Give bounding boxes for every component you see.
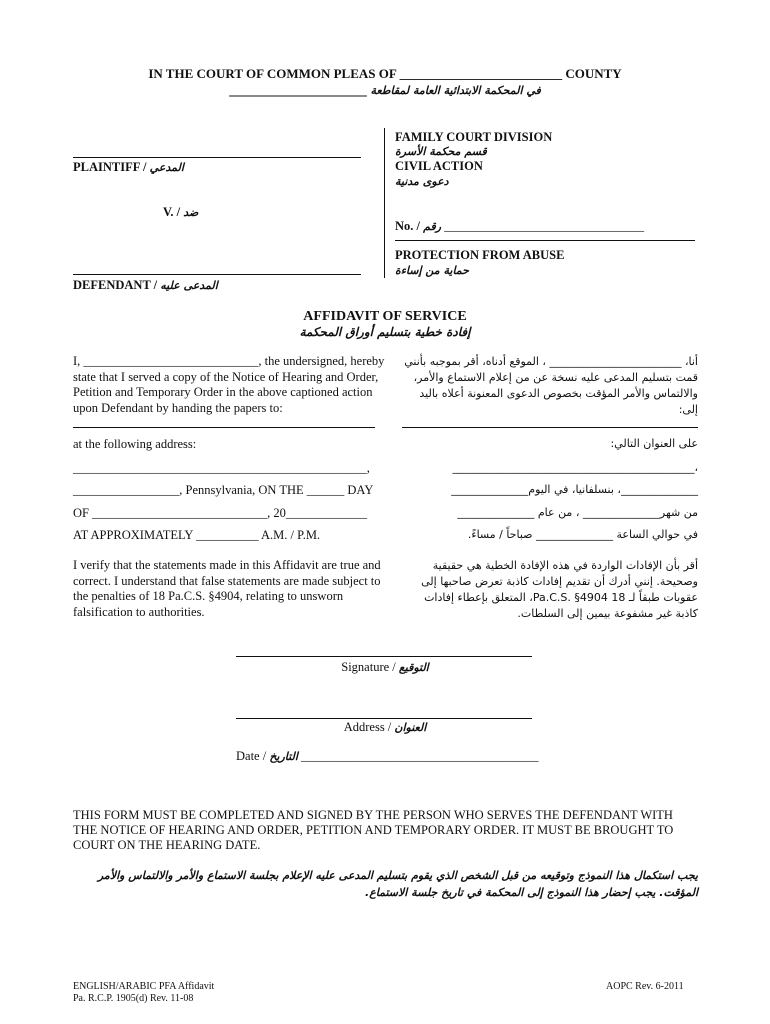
date-place-line[interactable]: _________________, Pennsylvania, ON THE ______ DAY xyxy=(73,483,374,497)
signature-label-ar: التوقيع xyxy=(398,661,429,674)
footer-form-name: ENGLISH/ARABIC PFA Affidavit xyxy=(73,981,215,992)
case-number-ar: رقم xyxy=(423,220,442,233)
court-line-ar: في المحكمة الابتدائية العامة لمقاطعة _________________________ xyxy=(229,84,541,97)
case-number-field[interactable]: ________________________________ xyxy=(444,219,645,233)
date-sig-label-ar: التاريخ xyxy=(269,750,298,763)
notice-ar: يجب استكمال هذا النموذج وتوقيعه من قبل الشخص الذي يقوم بتسليم المدعى عليه الإعلام بجلسة الاستماع والأمر والالتماس والأمر المؤقت. يجب إحضار هذا النموذج إلى المحكمة في تاريخ جلسة الاستماع. xyxy=(97,869,698,899)
address-field-ar[interactable]: ،____________________________________________ xyxy=(452,461,698,474)
statement-en: I, ____________________________, the undersigned, hereby state that I served a copy of the Notice of Hearing and Order, Petition and Temporary Order in the above captioned action upon Defendant by handing the papers to: xyxy=(73,354,385,415)
plaintiff-line[interactable] xyxy=(73,157,361,158)
pfa-label-ar: حماية من إساءة xyxy=(395,264,469,277)
address-sig-label-ar: العنوان xyxy=(394,721,427,734)
affidavit-title-ar: إفادة خطية بتسليم أوراق المحكمة xyxy=(299,325,471,339)
civil-action: CIVIL ACTION xyxy=(395,159,483,173)
civil-action-ar: دعوى مدنية xyxy=(395,175,449,188)
case-number: No. / رقم ________________________________ xyxy=(395,219,645,233)
versus-label: V. / ضد xyxy=(163,205,199,219)
address-label-ar: على العنوان التالي: xyxy=(610,437,698,450)
date-sig: Date / التاريخ ______________________________________ xyxy=(236,749,539,763)
time-line-ar[interactable]: في حوالي الساعة ______________ صباحاً / مساءً. xyxy=(467,528,698,541)
month-year-line[interactable]: OF ____________________________, 20_____________ xyxy=(73,506,368,520)
pfa-label: PROTECTION FROM ABUSE xyxy=(395,248,565,262)
defendant-label: DEFENDANT / المدعى عليه xyxy=(73,278,218,292)
month-year-line-ar[interactable]: من شهر______________ ، من عام ______________ xyxy=(457,506,698,519)
address-label: at the following address: xyxy=(73,437,197,451)
footer-rule-ref: Pa. R.C.P. 1905(d) Rev. 11-08 xyxy=(73,993,194,1004)
signature-line[interactable] xyxy=(236,656,532,657)
statement-ar: أنا، ________________________ ، الموقع أدناه، أقر بموجبه بأنني قمت بتسليم المدعى عليه نسخة عن من إعلام الاستماع والأمر، والالتماس والأمر المؤقت بخصوص الدعوى المعنونة أعلاه باليد إلى: xyxy=(404,355,698,416)
time-line[interactable]: AT APPROXIMATELY __________ A.M. / P.M. xyxy=(73,528,321,542)
family-division-ar: قسم محكمة الأسرة xyxy=(395,145,487,158)
address-field[interactable]: _______________________________________________, xyxy=(73,461,370,475)
signature-label: Signature / التوقيع xyxy=(341,660,429,674)
caption-divider xyxy=(384,128,385,278)
served-person-line[interactable] xyxy=(73,427,375,428)
footer-revision: AOPC Rev. 6-2011 xyxy=(606,981,684,992)
date-sig-field[interactable]: ______________________________________ xyxy=(301,749,539,763)
court-line-en: IN THE COURT OF COMMON PLEAS OF _________________________ COUNTY xyxy=(148,66,622,81)
verification-ar: أقر بأن الإفادات الواردة في هذه الإفادة الخطية هي حقيقية وصحيحة. إنني أدرك أن تقديم إفادات كاذبة تعرض صاحبها إلى عقوبات طبقاً لـ 18 Pa.C.S. §4904، المتعلق بإعطاء إفادات كاذبة غير مشفوعة بيمين إلى السلطات. xyxy=(421,559,698,620)
address-sig-line[interactable] xyxy=(236,718,532,719)
served-person-line-ar[interactable] xyxy=(402,427,698,428)
verification-en: I verify that the statements made in this Affidavit are true and correct. I understand that false statements are made subject to the penalties of 18 Pa.C.S. §4904, relating to unsworn falsification to authorities. xyxy=(73,558,381,619)
address-sig-label: Address / العنوان xyxy=(343,720,427,734)
affidavit-title: AFFIDAVIT OF SERVICE xyxy=(303,309,467,324)
versus-label-ar: ضد xyxy=(183,206,199,219)
plaintiff-label: PLAINTIFF / المدعي xyxy=(73,160,184,174)
defendant-line[interactable] xyxy=(73,274,361,275)
date-place-line-ar[interactable]: ______________، بنسلفانيا، في اليوم______________ xyxy=(451,483,698,496)
family-division: FAMILY COURT DIVISION xyxy=(395,130,553,144)
notice-en: THIS FORM MUST BE COMPLETED AND SIGNED BY THE PERSON WHO SERVES THE DEFENDANT WITH THE NOTICE OF HEARING AND ORDER, PETITION AND TEMPORARY ORDER. IT MUST BE BROUGHT TO COURT ON THE HEARING DATE. xyxy=(73,808,674,852)
plaintiff-label-ar: المدعي xyxy=(149,161,184,174)
division-rule xyxy=(395,240,695,241)
defendant-label-ar: المدعى عليه xyxy=(160,279,218,292)
